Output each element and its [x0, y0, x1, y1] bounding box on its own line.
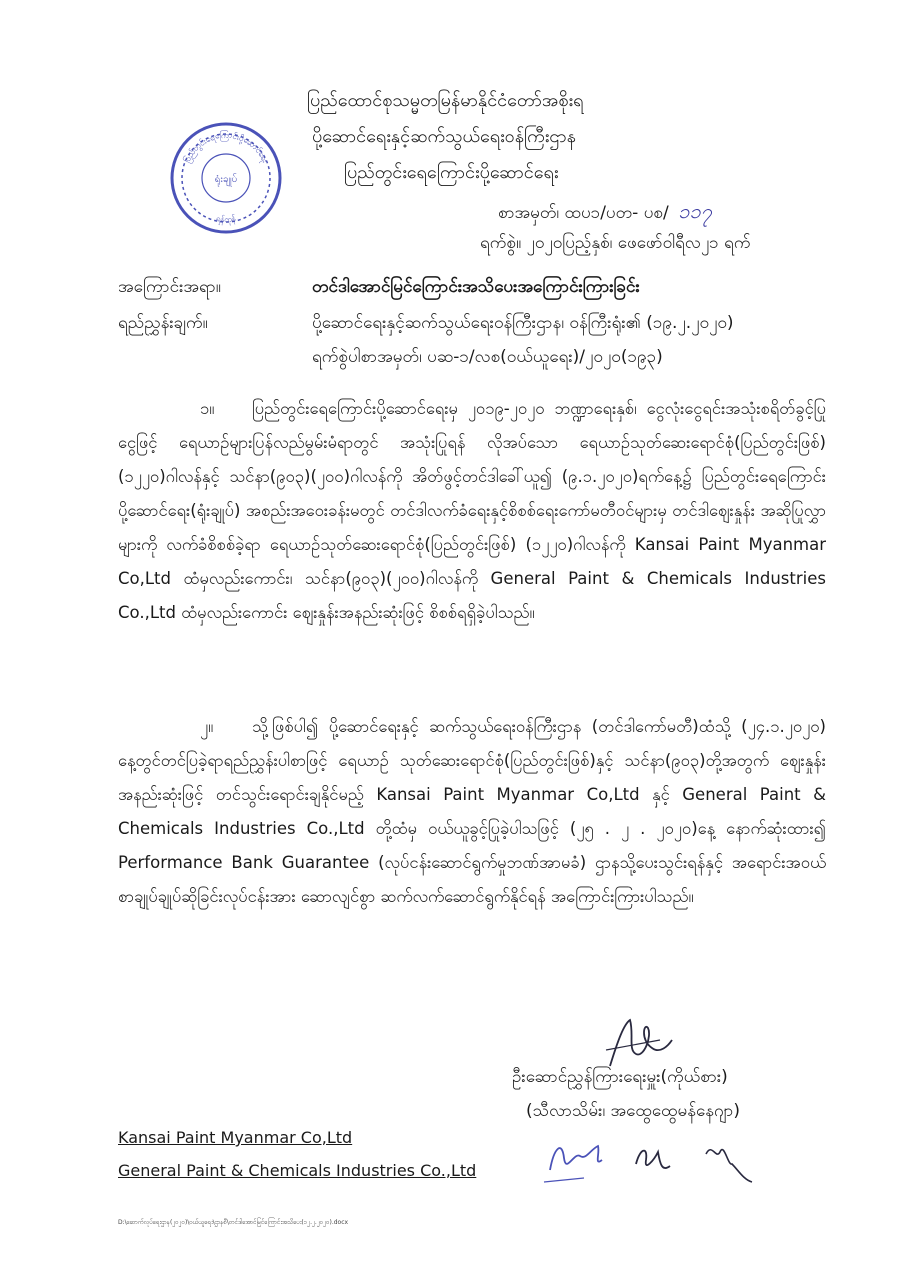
government-title: ပြည်ထောင်စုသမ္မတမြန်မာနိုင်ငံတော်အစိုးရ	[307, 90, 584, 111]
paragraph-2-text: သို့ဖြစ်ပါ၍ ပို့ဆောင်ရေးနှင့် ဆက်သွယ်ရေးဝန်ကြီးဌာန (တင်ဒါကော်မတီ)ထံသို့ (၂၄.၁.၂၀၂၀) နေ့တွင်တင်ပြခဲ့ရာရည်ညွှန်းပါစာဖြင့် ရေယာဉ် သုတ်ဆေးရောင်စုံ(ပြည်တွင်းဖြစ်)နှင့် သင်နာ(၉၀၃)တို့အတွက် ဈေးနှုန်းအနည်းဆုံးဖြင့် တင်သွင်းရောင်းချနိုင်မည့် Kansai Paint Myanmar Co,Ltd နှင့် General Paint & Chemicals Industries Co.,Ltd တို့ထံမှ ဝယ်ယူခွင့်ပြုခဲ့ပါသဖြင့် (၂၅ . ၂ . ၂၀၂၀)နေ့ နောက်ဆုံးထား၍ Performance Bank Guarantee (လုပ်ငန်းဆောင်ရွက်မှုဘဏ်အာမခံ) ဌာနသို့ပေးသွင်းရန်နှင့် အရောင်းအဝယ်စာချုပ်ချုပ်ဆိုခြင်းလုပ်ငန်းအား ဆောလျင်စွာ ဆက်လက်ဆောင်ရွက်နိုင်ရန် အကြောင်းကြားပါသည်။	[118, 717, 826, 906]
recipient-general-paint: General Paint & Chemicals Industries Co.,Ltd	[118, 1161, 477, 1180]
reference-line-2: ရက်စွဲပါစာအမှတ်၊ ပဆ-၁/လစ(ဝယ်ယူရေး)/၂၀၂၀(၁၉၃)	[312, 347, 663, 367]
paragraph-2	[118, 710, 826, 980]
initials-signatures	[540, 1130, 760, 1190]
subject-label: အကြောင်းအရာ။	[118, 277, 221, 297]
reference-number	[498, 198, 712, 228]
subject-text: တင်ဒါအောင်မြင်ကြောင်းအသိပေးအကြောင်းကြားခြင်း	[312, 277, 640, 297]
reference-line-1: ပို့ဆောင်ရေးနှင့်ဆက်သွယ်ရေးဝန်ကြီးဌာန၊ ဝန်ကြီးရုံး၏ (၁၉.၂.၂၀၂၀)	[312, 313, 734, 333]
recipients-list	[118, 1128, 476, 1194]
reference-number-handwritten: ၁၁၇	[678, 199, 712, 223]
svg-text:ရန်ကုန်	[215, 213, 238, 226]
seal-text-center: ရုံးချုပ်	[214, 174, 238, 185]
paragraph-2-number: ၂။	[200, 717, 214, 736]
department-title: ပြည်တွင်းရေကြောင်းပို့ဆောင်ရေး	[344, 162, 559, 183]
letter-date: ရက်စွဲ။ ၂၀၂၀ပြည့်နှစ်၊ ဖေဖော်ဝါရီလ၂၁ ရက်	[480, 233, 751, 253]
paragraph-1	[118, 392, 826, 694]
seal-text-top: ပြည်တွင်းရေကြောင်းပို့ဆောင်ရေး	[182, 130, 270, 165]
signatory-title: ဦးဆောင်ညွှန်ကြားရေးမှူး(ကိုယ်စား)	[512, 1067, 728, 1087]
reference-label: ရည်ညွှန်းချက်။	[118, 313, 208, 333]
reference-number-label: စာအမှတ်၊ ထပ၁/ပတ- ပစ/	[498, 203, 669, 223]
office-seal	[168, 120, 284, 236]
seal-text-bottom: ရန်ကုန်	[215, 213, 237, 225]
paragraph-1-number: ၁။	[200, 399, 215, 418]
file-path-footer: D:\ဆောက်လုပ်ရေးဌာန(၂၀၂၀)\ဝယ်ယူရေး\ဌာနစီ\တင်ဒါအောင်မြင်ကြောင်းအသိပေး(၁၂.၂.၂၀၂၀).docx	[118, 1219, 349, 1226]
signatory-name: (သီလာသိမ်း၊ အထွေထွေမန်နေဂျာ)	[526, 1101, 741, 1121]
recipient-kansai: Kansai Paint Myanmar Co,Ltd	[118, 1128, 353, 1147]
ministry-title: ပို့ဆောင်ရေးနှင့်ဆက်သွယ်ရေးဝန်ကြီးဌာန	[312, 126, 576, 147]
paragraph-1-text: ပြည်တွင်းရေကြောင်းပို့ဆောင်ရေးမှ ၂၀၁၉-၂၀၂၀ ဘဏ္ဍာရေးနှစ်၊ ငွေလုံးငွေရင်းအသုံးစရိတ်ခွင့်ပြုငွေဖြင့် ရေယာဉ်များပြန်လည်မွမ်းမံရာတွင် အသုံးပြုရန် လိုအပ်သော ရေယာဉ်သုတ်ဆေးရောင်စုံ(ပြည်တွင်းဖြစ်)(၁၂၂၀)ဂါလန်နှင့် သင်နာ(၉၀၃)(၂၀၀)ဂါလန်ကို အိတ်ဖွင့်တင်ဒါခေါ်ယူ၍ (၉.၁.၂၀၂၀)ရက်နေ့၌ ပြည်တွင်းရေကြောင်းပို့ဆောင်ရေး(ရုံးချုပ်) အစည်းအဝေးခန်းမတွင် တင်ဒါလက်ခံရေးနှင့်စိစစ်ရေးကော်မတီဝင်များမှ တင်ဒါဈေးနှုန်း အဆိုပြုလွှာများကို လက်ခံစိစစ်ခဲ့ရာ ရေယာဉ်သုတ်ဆေးရောင်စုံ(ပြည်တွင်းဖြစ်) (၁၂၂၀)ဂါလန်ကို Kansai Paint Myanmar Co,Ltd ထံမှလည်းကောင်း၊ သင်နာ(၉၀၃)(၂၀၀)ဂါလန်ကို General Paint & Chemicals Industries Co.,Ltd ထံမှလည်းကောင်း ဈေးနှုန်းအနည်းဆုံးဖြင့် စိစစ်ရရှိခဲ့ပါသည်။	[118, 399, 826, 622]
